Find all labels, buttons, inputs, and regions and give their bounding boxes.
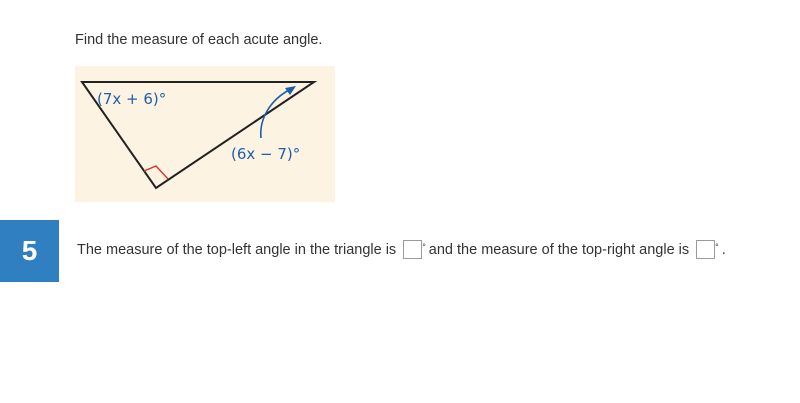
top-left-angle-answer-box[interactable] [403,240,422,259]
sentence-period: . [721,241,726,258]
degree-symbol-2: ° [715,241,719,252]
triangle-figure [75,66,335,202]
angle-pointer-arrow [261,90,289,138]
triangle-diagram [75,66,335,202]
question-number-badge: 5 [0,220,59,282]
top-right-angle-answer-box[interactable] [696,240,715,259]
instruction-text: Find the measure of each acute angle. [75,32,323,48]
answer-text-part1: The measure of the top-left angle in the triangle is [77,241,397,258]
answer-sentence [77,240,726,259]
top-right-angle-label: (6x − 7)° [231,145,301,163]
answer-text-part2: and the measure of the top-right angle is [428,241,690,258]
degree-symbol: ° [422,241,426,252]
top-left-angle-label: (7x + 6)° [97,90,167,108]
